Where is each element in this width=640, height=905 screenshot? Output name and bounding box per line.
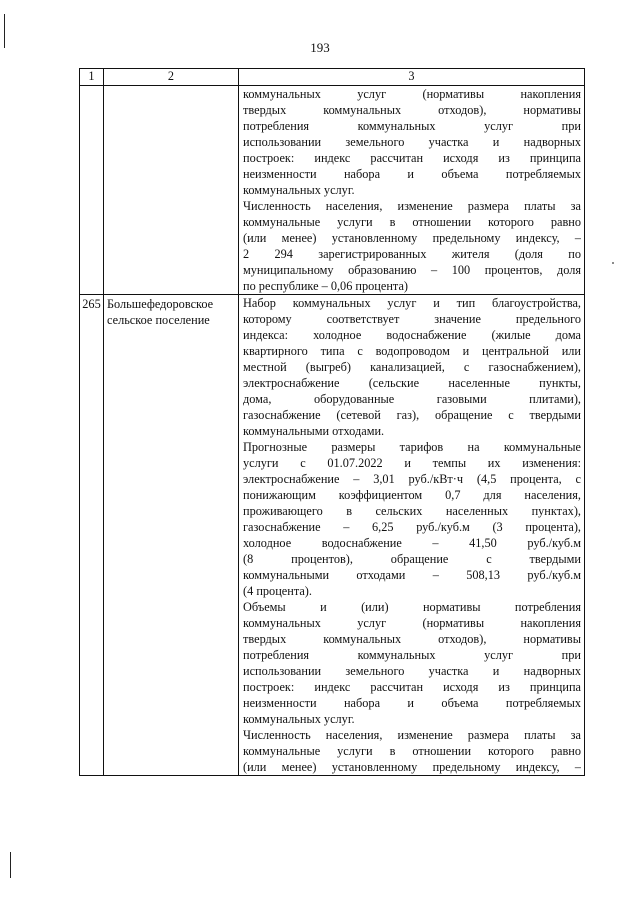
description-line: (4 процента). xyxy=(243,584,312,598)
description-line: коммунальными отходами. xyxy=(243,424,385,438)
description-line: которому соответствует значение предельного xyxy=(243,312,581,326)
description-line: индекса: холодное водоснабжение (жилые дома xyxy=(243,328,581,342)
table-row xyxy=(80,86,585,295)
description-line: услуги с 01.07.2022 и темпы их изменения: xyxy=(243,456,581,470)
description-line: квартирного типа с водопроводом и центральной или xyxy=(243,344,581,358)
municipality-name xyxy=(104,86,239,295)
table-row xyxy=(80,295,585,776)
description-cell xyxy=(239,86,585,295)
description-line: электроснабжение (сельские населенные пункты, xyxy=(243,376,581,390)
description-line: твердых коммунальных отходов), нормативы xyxy=(243,632,581,646)
column-header-municipality: 2 xyxy=(104,69,239,86)
description-line: коммунальные услуги в отношении которого равно xyxy=(243,744,581,758)
description-line: твердых коммунальных отходов), нормативы xyxy=(243,103,581,117)
description-line: Объемы и (или) нормативы потребления xyxy=(243,600,581,614)
description-line: (или менее) установленному предельному индексу, – xyxy=(243,231,581,245)
description-line: (8 процентов), обращение с твердыми xyxy=(243,552,581,566)
column-header-description: 3 xyxy=(239,69,585,86)
description-line: дома, оборудованные газовыми плитами), xyxy=(243,392,581,406)
description-line: коммунальных услуг (нормативы накопления xyxy=(243,87,581,101)
description-line: газоснабжение (сетевой газ), обращение с твердыми xyxy=(243,408,581,422)
description-line: неизменности набора и объема потребляемых xyxy=(243,167,581,181)
row-number: 265 xyxy=(80,295,104,776)
description-line: электроснабжение – 3,01 руб./кВт·ч (4,5 процента, с xyxy=(243,472,581,486)
description-line: Набор коммунальных услуг и тип благоустройства, xyxy=(243,296,581,310)
description-line: коммунальными отходами – 508,13 руб./куб.м xyxy=(243,568,581,582)
description-line: местной (выгреб) канализацией, с газоснабжением), xyxy=(243,360,581,374)
municipality-name xyxy=(104,295,239,776)
description-line: по республике – 0,06 процента) xyxy=(243,279,408,293)
description-line: Численность населения, изменение размера платы за xyxy=(243,728,581,742)
description-line: потребления коммунальных услуг при xyxy=(243,648,581,662)
description-line: Прогнозные размеры тарифов на коммунальные xyxy=(243,440,581,454)
description-line: коммунальных услуг. xyxy=(243,183,355,197)
municipality-name-line: Большефедоровское xyxy=(107,297,214,311)
scan-edge-mark xyxy=(10,852,11,878)
description-line: потребления коммунальных услуг при xyxy=(243,119,581,133)
description-line: Численность населения, изменение размера платы за xyxy=(243,199,581,213)
description-line: неизменности набора и объема потребляемых xyxy=(243,696,581,710)
column-header-number: 1 xyxy=(80,69,104,86)
description-line: проживающего в сельских населенных пунктах), xyxy=(243,504,581,518)
table-header-row xyxy=(80,69,585,86)
municipality-name-line: сельское поселение xyxy=(107,313,210,327)
tariff-index-table xyxy=(79,68,585,776)
scan-speck xyxy=(612,262,614,264)
description-line: коммунальных услуг (нормативы накопления xyxy=(243,616,581,630)
description-line: коммунальных услуг. xyxy=(243,712,355,726)
description-line: 2 294 зарегистрированных жителя (доля по xyxy=(243,247,581,261)
description-line: коммунальные услуги в отношении которого равно xyxy=(243,215,581,229)
description-line: построек: индекс рассчитан исходя из принципа xyxy=(243,151,581,165)
description-line: использовании земельного участка и надворных xyxy=(243,664,581,678)
description-line: построек: индекс рассчитан исходя из принципа xyxy=(243,680,581,694)
page-number: 193 xyxy=(310,40,330,55)
description-line: (или менее) установленному предельному индексу, – xyxy=(243,760,581,774)
description-line: холодное водоснабжение – 41,50 руб./куб.м xyxy=(243,536,581,550)
row-number xyxy=(80,86,104,295)
description-line: муниципальному образованию – 100 процентов, доля xyxy=(243,263,581,277)
description-line: газоснабжение – 6,25 руб./куб.м (3 процента), xyxy=(243,520,581,534)
description-cell xyxy=(239,295,585,776)
description-line: использовании земельного участка и надворных xyxy=(243,135,581,149)
description-line: понижающим коэффициентом 0,7 для населения, xyxy=(243,488,581,502)
